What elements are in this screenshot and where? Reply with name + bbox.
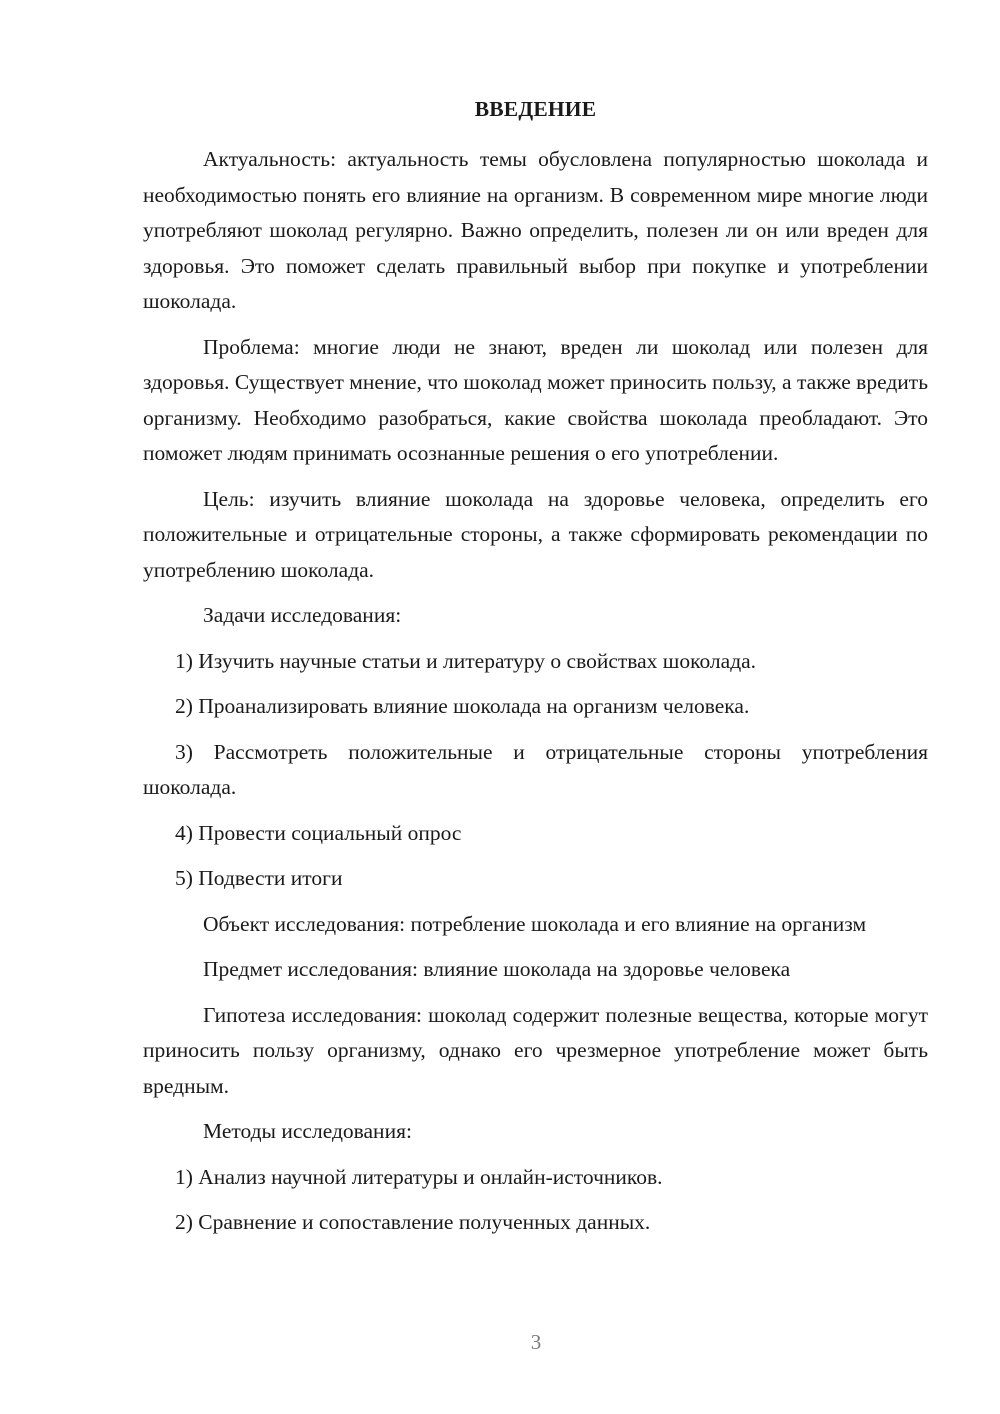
task-item: 1) Изучить научные статьи и литературу о свойствах шоколада. [175,648,757,673]
method-item: 2) Сравнение и сопоставление полученных данных. [175,1210,651,1234]
relevance-paragraph: Актуальность: актуальность темы обусловлена популярностью шоколада и необходимостью понять его влияние на организм. В современном мире многие люди употребляют шоколад регулярно. Важно определить, полезен ли он или вреден для здоровья. Это поможет сделать правильный выбор при покупке и употреблении шоколада. [143,147,928,313]
tasks-title: Задачи исследования: [203,603,402,627]
task-item: 4) Провести социальный опрос [175,820,462,845]
problem-paragraph: Проблема: многие люди не знают, вреден ли шоколад или полезен для здоровья. Существует мнение, что шоколад может приносить пользу, а также вредить организму. Необходимо разобраться, какие свойства шоколада преобладают. Это поможет людям принимать осознанные решения о его употреблении. [143,334,928,465]
page-content [143,92,928,1251]
task-item: 2) Проанализировать влияние шоколада на организм человека. [175,694,750,718]
goal-paragraph: Цель: изучить влияние шоколада на здоровье человека, определить его положительные и отрицательные стороны, а также сформировать рекомендации по употреблению шоколада. [143,486,928,582]
subject-paragraph: Предмет исследования: влияние шоколада на здоровье человека [203,957,791,981]
hypothesis-paragraph: Гипотеза исследования: шоколад содержит полезные вещества, которые могут приносить пользу организму, однако его чрезмерное употребление может быть вредным. [143,1002,928,1098]
task-item: 5) Подвести итоги [175,866,343,890]
method-item: 1) Анализ научной литературы и онлайн-источников. [175,1164,663,1189]
page-number: 3 [530,1330,542,1354]
methods-title: Методы исследования: [203,1119,412,1143]
task-item: 3) Рассмотреть положительные и отрицательные стороны употребления шоколада. [143,739,928,799]
object-paragraph: Объект исследования: потребление шоколада и его влияние на организм [203,911,867,936]
section-heading: ВВЕДЕНИЕ [474,97,597,121]
